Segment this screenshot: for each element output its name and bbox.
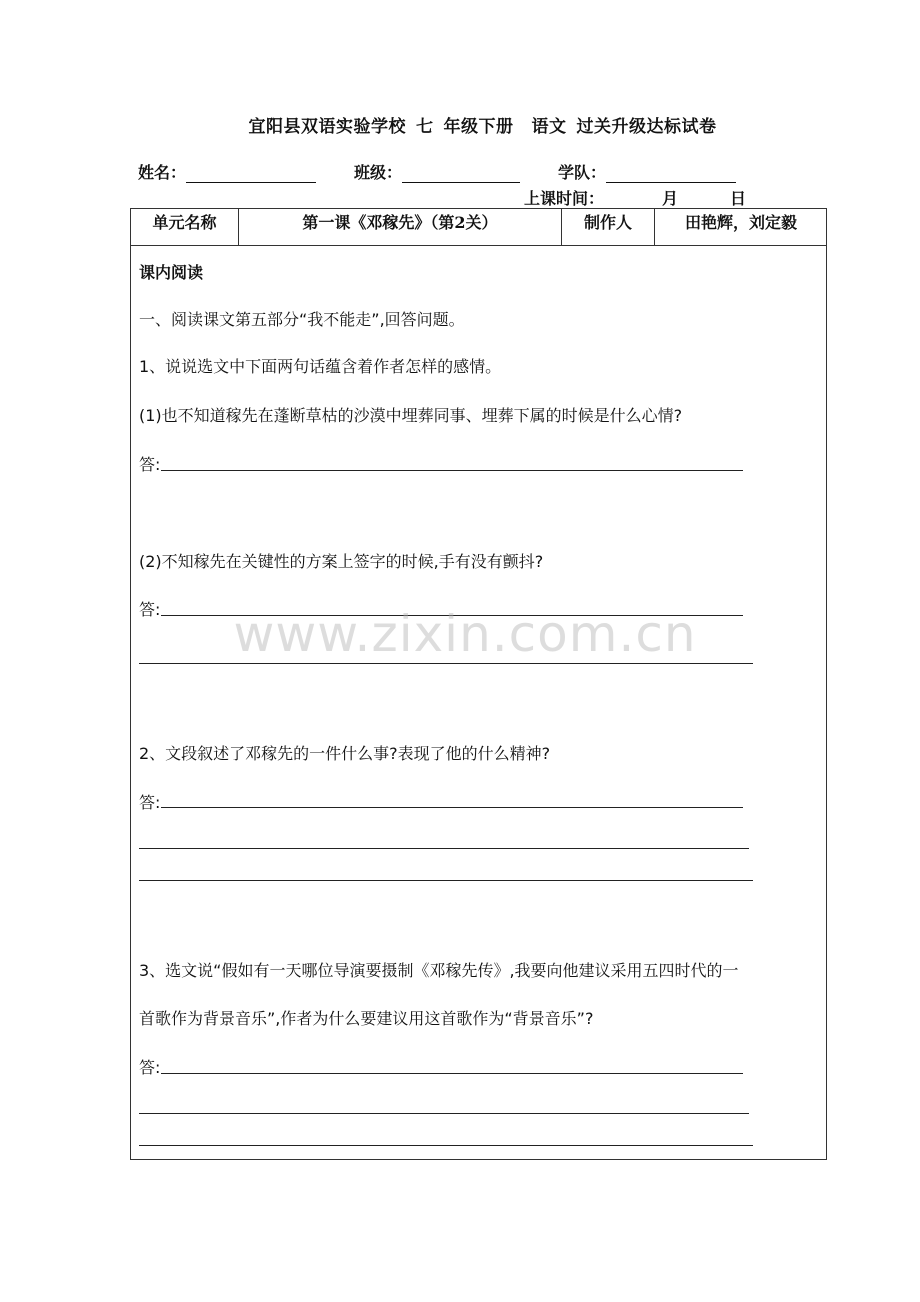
name-field <box>138 160 316 183</box>
question-3-line-1: 3、选文说“假如有一天哪位导演要摄制《邓稼先传》,我要向他建议采用五四时代的一 <box>139 961 739 980</box>
exam-name: 过关升级达标试卷 <box>576 117 717 137</box>
time-label: 上课时间： <box>524 189 605 208</box>
name-label: 姓名： <box>138 163 187 182</box>
answer-label: 答: <box>139 793 161 812</box>
question-1: 1、说说选文中下面两句话蕴含着作者怎样的感情。 <box>139 357 502 376</box>
team-input-line[interactable] <box>606 164 736 183</box>
team-label: 学队： <box>558 163 607 182</box>
name-input-line[interactable] <box>186 164 316 183</box>
question-3-line-2: 首歌作为背景音乐”,作者为什么要建议用这首歌作为“背景音乐”? <box>139 1009 594 1028</box>
question-2: 2、文段叙述了邓稼先的一件什么事?表现了他的什么精神? <box>139 744 551 763</box>
lesson-title: 第一课《邓稼先》（第2关） <box>302 213 498 232</box>
answer-line[interactable] <box>139 663 753 664</box>
answer-label: 答: <box>139 1058 161 1077</box>
answer-line[interactable] <box>161 470 743 471</box>
question-1b: (2)不知稼先在关键性的方案上签字的时候,手有没有颤抖? <box>139 552 544 571</box>
school-name: 宜阳县双语实验学校 <box>248 117 406 137</box>
watermark: www.zixin.com.cn <box>233 605 697 663</box>
section-title: 课内阅读 <box>139 263 204 282</box>
class-field <box>354 160 520 183</box>
answer-label: 答: <box>139 455 161 474</box>
part-one-instruction: 一、阅读课文第五部分“我不能走”,回答问题。 <box>139 310 465 329</box>
class-input-line[interactable] <box>402 164 520 183</box>
subject: 语文 <box>531 117 567 137</box>
answer-label: 答: <box>139 600 161 619</box>
answer-line[interactable] <box>139 1145 753 1146</box>
worksheet-table <box>130 208 827 1160</box>
answer-line[interactable] <box>161 615 743 616</box>
team-field <box>558 160 736 183</box>
answer-line[interactable] <box>139 880 753 881</box>
author-names: 田艳辉，刘定毅 <box>684 213 797 232</box>
month-label: 月 <box>662 189 679 208</box>
answer-line[interactable] <box>161 807 743 808</box>
document-title <box>0 112 920 137</box>
answer-line[interactable] <box>139 1113 749 1114</box>
term: 年级下册 <box>443 117 514 137</box>
table-header-row <box>131 209 826 246</box>
answer-line[interactable] <box>161 1073 743 1074</box>
question-1a: (1)也不知道稼先在蓬断草枯的沙漠中埋葬同事、埋葬下属的时候是什么心情? <box>139 406 683 425</box>
answer-line[interactable] <box>139 848 749 849</box>
author-label: 制作人 <box>583 213 632 232</box>
class-label: 班级： <box>354 163 403 182</box>
day-label: 日 <box>730 189 747 208</box>
unit-name-label: 单元名称 <box>152 213 217 232</box>
grade: 七 <box>416 117 434 137</box>
